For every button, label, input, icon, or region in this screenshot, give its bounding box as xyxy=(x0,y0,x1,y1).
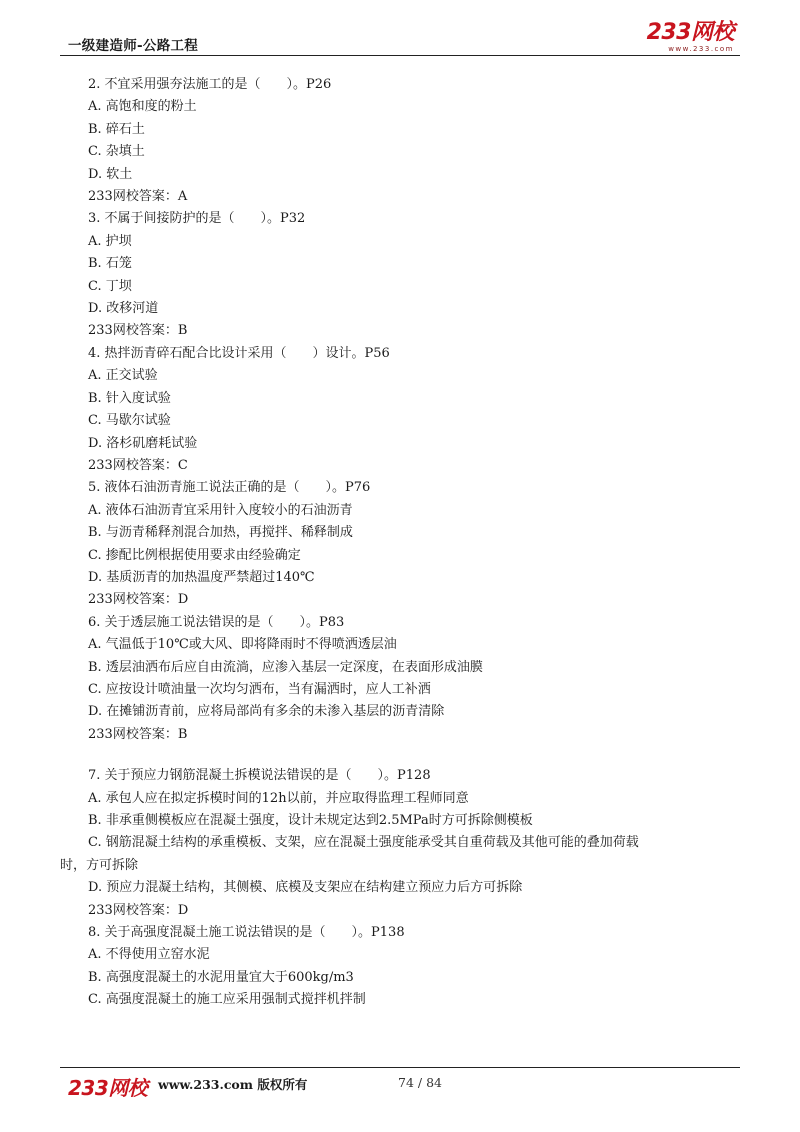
option-b: B. 针入度试验 xyxy=(88,390,171,406)
option-c: C. 应按设计喷油量一次均匀洒布，当有漏洒时，应人工补洒 xyxy=(88,681,431,697)
question-8 xyxy=(60,922,740,1012)
answer: 233网校答案：B xyxy=(88,323,188,339)
option-c: C. 高强度混凝土的施工应采用强制式搅拌机拌制 xyxy=(88,992,366,1008)
question-stem: 2. 不宜采用强夯法施工的是（ ）。P26 xyxy=(88,77,332,92)
option-c: C. 杂填土 xyxy=(88,144,145,160)
option-a: A. 高饱和度的粉土 xyxy=(88,99,197,115)
option-c-continued: 时，方可拆除 xyxy=(60,857,139,873)
option-d: D. 预应力混凝土结构，其侧模、底模及支架应在结构建立预应力后方可拆除 xyxy=(88,880,523,896)
question-list xyxy=(60,74,740,1012)
brand-logo-text: 233网校 xyxy=(646,20,734,45)
footer-logo-text: 233网校 xyxy=(68,1076,148,1100)
footer-divider xyxy=(60,1067,740,1068)
option-b: B. 透层油洒布后应自由流淌，应渗入基层一定深度，在表面形成油膜 xyxy=(88,659,483,675)
option-d: D. 基质沥青的加热温度严禁超过140℃ xyxy=(88,569,315,585)
question-stem: 3. 不属于间接防护的是（ ）。P32 xyxy=(88,211,306,227)
question-4 xyxy=(60,343,740,477)
answer: 233网校答案：D xyxy=(88,902,189,918)
section-gap xyxy=(60,746,740,765)
document-title: 一级建造师-公路工程 xyxy=(68,38,199,54)
question-2 xyxy=(60,74,740,208)
option-d: D. 洛杉矶磨耗试验 xyxy=(88,435,198,451)
question-stem: 6. 关于透层施工说法错误的是（ ）。P83 xyxy=(88,614,345,630)
option-c: C. 掺配比例根据使用要求由经验确定 xyxy=(88,547,301,563)
option-d: D. 改移河道 xyxy=(88,301,159,317)
option-c: C. 丁坝 xyxy=(88,278,132,294)
header-divider xyxy=(60,55,740,56)
copyright-text: www.233.com 版权所有 xyxy=(158,1077,308,1092)
brand-logo-url: www.233.com xyxy=(668,45,734,53)
option-a: A. 正交试验 xyxy=(88,368,158,384)
page-number: 74 / 84 xyxy=(398,1075,442,1090)
answer: 233网校答案：A xyxy=(88,189,188,205)
question-stem: 8. 关于高强度混凝土施工说法错误的是（ ）。P138 xyxy=(88,925,405,941)
question-stem: 5. 液体石油沥青施工说法正确的是（ ）。P76 xyxy=(88,480,371,496)
option-b: B. 石笼 xyxy=(88,256,132,272)
answer: 233网校答案：D xyxy=(88,592,189,608)
option-b: B. 非承重侧模板应在混凝土强度，设计未规定达到2.5MPa时方可拆除侧模板 xyxy=(88,813,533,828)
question-5 xyxy=(60,477,740,611)
option-b: B. 与沥青稀释剂混合加热，再搅拌、稀释制成 xyxy=(88,525,353,541)
brand-logo xyxy=(647,22,734,53)
option-a: A. 承包人应在拟定拆模时间的12h以前，并应取得监理工程师同意 xyxy=(88,790,469,806)
option-b: B. 碎石土 xyxy=(88,121,145,137)
page-footer xyxy=(60,1064,740,1104)
option-a: A. 护坝 xyxy=(88,233,132,249)
page-header xyxy=(60,0,740,58)
option-c: C. 马歇尔试验 xyxy=(88,413,171,429)
option-a: A. 不得使用立窑水泥 xyxy=(88,947,210,963)
answer: 233网校答案：C xyxy=(88,457,188,473)
option-d: D. 软土 xyxy=(88,166,133,182)
question-stem: 7. 关于预应力钢筋混凝土拆模说法错误的是（ ）。P128 xyxy=(88,768,431,784)
question-3 xyxy=(60,208,740,342)
question-stem: 4. 热拌沥青碎石配合比设计采用（ ）设计。P56 xyxy=(88,345,390,361)
question-6 xyxy=(60,612,740,746)
answer: 233网校答案：B xyxy=(88,726,188,742)
option-d: D. 在摊铺沥青前，应将局部尚有多余的未渗入基层的沥青清除 xyxy=(88,704,445,720)
option-a: A. 气温低于10℃或大风、即将降雨时不得喷洒透层油 xyxy=(88,637,397,653)
option-b: B. 高强度混凝土的水泥用量宜大于600kg/m3 xyxy=(88,969,354,985)
question-7 xyxy=(60,765,740,922)
option-a: A. 液体石油沥青宜采用针入度较小的石油沥青 xyxy=(88,502,353,518)
option-c: C. 钢筋混凝土结构的承重模板、支架，应在混凝土强度能承受其自重荷载及其他可能的叠加荷载 xyxy=(88,835,639,851)
